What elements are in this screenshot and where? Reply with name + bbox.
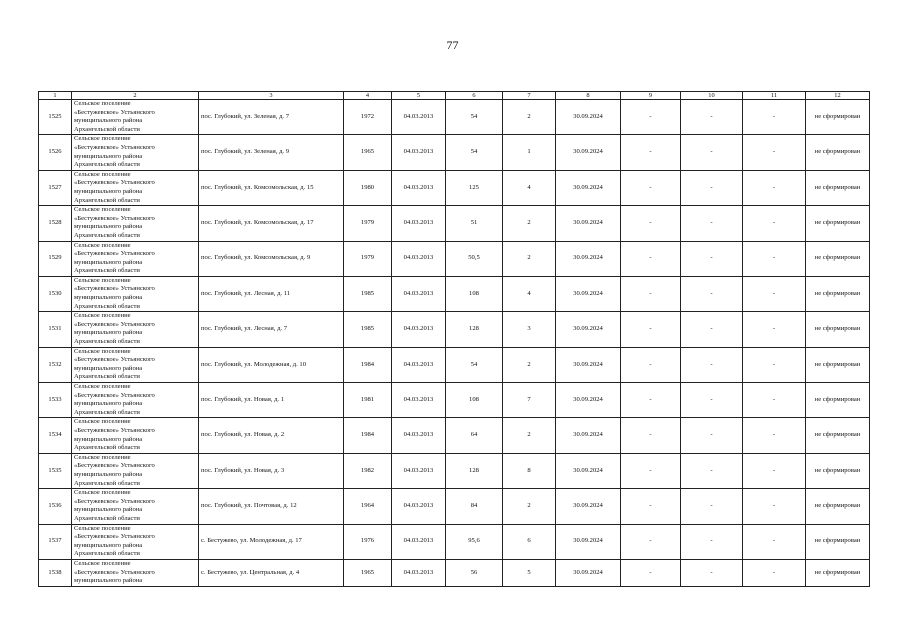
header-row bbox=[39, 92, 870, 100]
date-cell: 04.03.2013 bbox=[392, 383, 446, 418]
count-cell: 2 bbox=[503, 100, 556, 135]
count-cell: 4 bbox=[503, 170, 556, 205]
column-10-cell: - bbox=[681, 489, 743, 524]
deadline-cell: 30.09.2024 bbox=[556, 241, 621, 276]
year-cell: 1979 bbox=[344, 241, 392, 276]
column-9-cell: - bbox=[621, 453, 681, 488]
address-cell: пос. Глубокий, ул. Зеленая, д. 9 bbox=[199, 135, 344, 170]
address-cell: с. Бестужево, ул. Молодежная, д. 17 bbox=[199, 524, 344, 559]
column-9-cell: - bbox=[621, 312, 681, 347]
status-cell: не сформирован bbox=[806, 524, 870, 559]
year-cell: 1982 bbox=[344, 453, 392, 488]
column-10-cell: - bbox=[681, 347, 743, 382]
column-9-cell: - bbox=[621, 100, 681, 135]
area-cell: 108 bbox=[446, 383, 503, 418]
deadline-cell: 30.09.2024 bbox=[556, 418, 621, 453]
year-cell: 1985 bbox=[344, 276, 392, 311]
date-cell: 04.03.2013 bbox=[392, 100, 446, 135]
status-cell: не сформирован bbox=[806, 312, 870, 347]
column-10-cell: - bbox=[681, 418, 743, 453]
area-cell: 54 bbox=[446, 135, 503, 170]
deadline-cell: 30.09.2024 bbox=[556, 170, 621, 205]
deadline-cell: 30.09.2024 bbox=[556, 559, 621, 586]
address-cell: пос. Глубокий, ул. Комсомольская, д. 9 bbox=[199, 241, 344, 276]
municipality-line: муниципального района bbox=[74, 294, 143, 302]
column-header: 6 bbox=[446, 92, 503, 100]
area-cell: 51 bbox=[446, 206, 503, 241]
deadline-cell: 30.09.2024 bbox=[556, 100, 621, 135]
year-cell: 1965 bbox=[344, 559, 392, 586]
deadline-cell: 30.09.2024 bbox=[556, 135, 621, 170]
municipality-line: Архангельской области bbox=[74, 479, 140, 487]
column-10-cell: - bbox=[681, 170, 743, 205]
municipality-line: Архангельской области bbox=[74, 444, 140, 452]
date-cell: 04.03.2013 bbox=[392, 418, 446, 453]
column-11-cell: - bbox=[743, 206, 806, 241]
area-cell: 54 bbox=[446, 347, 503, 382]
deadline-cell: 30.09.2024 bbox=[556, 524, 621, 559]
municipality-line: «Бестужевское» Устьянского bbox=[74, 108, 155, 116]
row-number-cell: 1534 bbox=[39, 418, 72, 453]
municipality-cell bbox=[72, 489, 199, 524]
table-row bbox=[39, 347, 870, 382]
count-cell: 2 bbox=[503, 347, 556, 382]
table-row bbox=[39, 100, 870, 135]
municipality-line: «Бестужевское» Устьянского bbox=[74, 356, 155, 364]
status-cell: не сформирован bbox=[806, 100, 870, 135]
year-cell: 1981 bbox=[344, 383, 392, 418]
column-11-cell: - bbox=[743, 135, 806, 170]
municipality-line: муниципального района bbox=[74, 117, 143, 125]
column-header: 12 bbox=[806, 92, 870, 100]
municipality-line: «Бестужевское» Устьянского bbox=[74, 179, 155, 187]
table-row bbox=[39, 418, 870, 453]
table-body bbox=[39, 100, 870, 587]
deadline-cell: 30.09.2024 bbox=[556, 383, 621, 418]
column-11-cell: - bbox=[743, 170, 806, 205]
count-cell: 2 bbox=[503, 418, 556, 453]
status-cell: не сформирован bbox=[806, 170, 870, 205]
row-number-cell: 1537 bbox=[39, 524, 72, 559]
municipality-line: «Бестужевское» Устьянского bbox=[74, 568, 155, 576]
municipality-line: муниципального района bbox=[74, 223, 143, 231]
column-header: 4 bbox=[344, 92, 392, 100]
municipality-line: Архангельской области bbox=[74, 514, 140, 522]
column-11-cell: - bbox=[743, 453, 806, 488]
column-9-cell: - bbox=[621, 276, 681, 311]
municipality-line: «Бестужевское» Устьянского bbox=[74, 143, 155, 151]
status-cell: не сформирован bbox=[806, 383, 870, 418]
table-row bbox=[39, 276, 870, 311]
column-10-cell: - bbox=[681, 312, 743, 347]
date-cell: 04.03.2013 bbox=[392, 559, 446, 586]
row-number-cell: 1526 bbox=[39, 135, 72, 170]
municipality-line: Архангельской области bbox=[74, 408, 140, 416]
municipality-line: Архангельской области bbox=[74, 125, 140, 133]
row-number-cell: 1535 bbox=[39, 453, 72, 488]
address-cell: пос. Глубокий, ул. Новая, д. 1 bbox=[199, 383, 344, 418]
column-11-cell: - bbox=[743, 276, 806, 311]
municipality-line: «Бестужевское» Устьянского bbox=[74, 426, 155, 434]
municipality-line: муниципального района bbox=[74, 364, 143, 372]
row-number-cell: 1531 bbox=[39, 312, 72, 347]
year-cell: 1964 bbox=[344, 489, 392, 524]
municipality-line: муниципального района bbox=[74, 400, 143, 408]
date-cell: 04.03.2013 bbox=[392, 241, 446, 276]
address-cell: с. Бестужево, ул. Центральная, д. 4 bbox=[199, 559, 344, 586]
column-header: 7 bbox=[503, 92, 556, 100]
address-cell: пос. Глубокий, ул. Молодежная, д. 10 bbox=[199, 347, 344, 382]
area-cell: 125 bbox=[446, 170, 503, 205]
area-cell: 128 bbox=[446, 453, 503, 488]
municipality-line: Архангельской области bbox=[74, 231, 140, 239]
year-cell: 1976 bbox=[344, 524, 392, 559]
year-cell: 1965 bbox=[344, 135, 392, 170]
column-11-cell: - bbox=[743, 418, 806, 453]
column-header: 2 bbox=[72, 92, 199, 100]
date-cell: 04.03.2013 bbox=[392, 453, 446, 488]
count-cell: 1 bbox=[503, 135, 556, 170]
column-10-cell: - bbox=[681, 100, 743, 135]
municipality-line: «Бестужевское» Устьянского bbox=[74, 250, 155, 258]
column-11-cell: - bbox=[743, 383, 806, 418]
count-cell: 3 bbox=[503, 312, 556, 347]
municipality-line: муниципального района bbox=[74, 258, 143, 266]
address-cell: пос. Глубокий, ул. Комсомольская, д. 17 bbox=[199, 206, 344, 241]
column-header: 1 bbox=[39, 92, 72, 100]
municipality-line: Сельское поселение bbox=[74, 206, 131, 214]
column-header: 3 bbox=[199, 92, 344, 100]
table-row bbox=[39, 524, 870, 559]
date-cell: 04.03.2013 bbox=[392, 312, 446, 347]
municipality-line: Сельское поселение bbox=[74, 453, 131, 461]
address-cell: пос. Глубокий, ул. Лесная, д. 7 bbox=[199, 312, 344, 347]
municipality-line: муниципального района bbox=[74, 506, 143, 514]
municipality-line: Сельское поселение bbox=[74, 418, 131, 426]
count-cell: 6 bbox=[503, 524, 556, 559]
date-cell: 04.03.2013 bbox=[392, 276, 446, 311]
municipality-line: Сельское поселение bbox=[74, 135, 131, 143]
municipality-cell bbox=[72, 559, 199, 586]
municipality-line: «Бестужевское» Устьянского bbox=[74, 320, 155, 328]
column-9-cell: - bbox=[621, 135, 681, 170]
column-header: 5 bbox=[392, 92, 446, 100]
municipality-cell bbox=[72, 347, 199, 382]
date-cell: 04.03.2013 bbox=[392, 135, 446, 170]
count-cell: 2 bbox=[503, 241, 556, 276]
municipality-line: муниципального района bbox=[74, 435, 143, 443]
column-header: 8 bbox=[556, 92, 621, 100]
register-table bbox=[38, 91, 870, 587]
column-11-cell: - bbox=[743, 312, 806, 347]
municipality-line: муниципального района bbox=[74, 470, 143, 478]
municipality-line: Архангельской области bbox=[74, 338, 140, 346]
status-cell: не сформирован bbox=[806, 559, 870, 586]
municipality-line: Архангельской области bbox=[74, 373, 140, 381]
municipality-line: Сельское поселение bbox=[74, 489, 131, 497]
column-11-cell: - bbox=[743, 489, 806, 524]
column-11-cell: - bbox=[743, 100, 806, 135]
municipality-cell bbox=[72, 206, 199, 241]
municipality-line: Сельское поселение bbox=[74, 383, 131, 390]
municipality-line: Архангельской области bbox=[74, 267, 140, 275]
address-cell: пос. Глубокий, ул. Почтовая, д. 12 bbox=[199, 489, 344, 524]
count-cell: 5 bbox=[503, 559, 556, 586]
area-cell: 56 bbox=[446, 559, 503, 586]
deadline-cell: 30.09.2024 bbox=[556, 453, 621, 488]
municipality-cell bbox=[72, 383, 199, 418]
address-cell: пос. Глубокий, ул. Зеленая, д. 7 bbox=[199, 100, 344, 135]
status-cell: не сформирован bbox=[806, 489, 870, 524]
column-10-cell: - bbox=[681, 453, 743, 488]
column-11-cell: - bbox=[743, 559, 806, 586]
municipality-cell bbox=[72, 418, 199, 453]
date-cell: 04.03.2013 bbox=[392, 489, 446, 524]
row-number-cell: 1529 bbox=[39, 241, 72, 276]
table-row bbox=[39, 453, 870, 488]
deadline-cell: 30.09.2024 bbox=[556, 276, 621, 311]
municipality-line: Архангельской области bbox=[74, 161, 140, 169]
table-row bbox=[39, 383, 870, 418]
date-cell: 04.03.2013 bbox=[392, 524, 446, 559]
column-header: 9 bbox=[621, 92, 681, 100]
municipality-line: Сельское поселение bbox=[74, 241, 131, 249]
column-9-cell: - bbox=[621, 559, 681, 586]
municipality-cell bbox=[72, 170, 199, 205]
municipality-line: муниципального района bbox=[74, 152, 143, 160]
row-number-cell: 1530 bbox=[39, 276, 72, 311]
municipality-line: Архангельской области bbox=[74, 550, 140, 558]
column-10-cell: - bbox=[681, 276, 743, 311]
status-cell: не сформирован bbox=[806, 135, 870, 170]
column-9-cell: - bbox=[621, 489, 681, 524]
row-number-cell: 1536 bbox=[39, 489, 72, 524]
table-row bbox=[39, 241, 870, 276]
row-number-cell: 1538 bbox=[39, 559, 72, 586]
count-cell: 4 bbox=[503, 276, 556, 311]
year-cell: 1984 bbox=[344, 347, 392, 382]
column-9-cell: - bbox=[621, 241, 681, 276]
column-10-cell: - bbox=[681, 559, 743, 586]
deadline-cell: 30.09.2024 bbox=[556, 312, 621, 347]
deadline-cell: 30.09.2024 bbox=[556, 489, 621, 524]
table-row bbox=[39, 206, 870, 241]
count-cell: 7 bbox=[503, 383, 556, 418]
municipality-line: «Бестужевское» Устьянского bbox=[74, 497, 155, 505]
year-cell: 1979 bbox=[344, 206, 392, 241]
page-number: 77 bbox=[446, 38, 459, 52]
count-cell: 2 bbox=[503, 206, 556, 241]
municipality-cell bbox=[72, 453, 199, 488]
column-9-cell: - bbox=[621, 524, 681, 559]
area-cell: 84 bbox=[446, 489, 503, 524]
column-header: 11 bbox=[743, 92, 806, 100]
row-number-cell: 1528 bbox=[39, 206, 72, 241]
municipality-line: муниципального района bbox=[74, 187, 143, 195]
table-row bbox=[39, 312, 870, 347]
row-number-cell: 1533 bbox=[39, 383, 72, 418]
year-cell: 1985 bbox=[344, 312, 392, 347]
municipality-line: муниципального района bbox=[74, 577, 143, 585]
table-row bbox=[39, 559, 870, 586]
municipality-line: Сельское поселение bbox=[74, 170, 131, 178]
municipality-cell bbox=[72, 524, 199, 559]
column-10-cell: - bbox=[681, 524, 743, 559]
column-11-cell: - bbox=[743, 524, 806, 559]
count-cell: 8 bbox=[503, 453, 556, 488]
year-cell: 1972 bbox=[344, 100, 392, 135]
row-number-cell: 1525 bbox=[39, 100, 72, 135]
column-11-cell: - bbox=[743, 241, 806, 276]
column-9-cell: - bbox=[621, 170, 681, 205]
municipality-line: Сельское поселение bbox=[74, 559, 131, 567]
status-cell: не сформирован bbox=[806, 418, 870, 453]
row-number-cell: 1527 bbox=[39, 170, 72, 205]
status-cell: не сформирован bbox=[806, 347, 870, 382]
column-10-cell: - bbox=[681, 241, 743, 276]
column-11-cell: - bbox=[743, 347, 806, 382]
status-cell: не сформирован bbox=[806, 241, 870, 276]
municipality-line: муниципального района bbox=[74, 329, 143, 337]
date-cell: 04.03.2013 bbox=[392, 170, 446, 205]
deadline-cell: 30.09.2024 bbox=[556, 347, 621, 382]
address-cell: пос. Глубокий, ул. Новая, д. 3 bbox=[199, 453, 344, 488]
area-cell: 50,5 bbox=[446, 241, 503, 276]
date-cell: 04.03.2013 bbox=[392, 347, 446, 382]
column-9-cell: - bbox=[621, 206, 681, 241]
status-cell: не сформирован bbox=[806, 206, 870, 241]
municipality-line: Сельское поселение bbox=[74, 524, 131, 532]
municipality-line: «Бестужевское» Устьянского bbox=[74, 285, 155, 293]
municipality-line: «Бестужевское» Устьянского bbox=[74, 214, 155, 222]
table-row bbox=[39, 170, 870, 205]
column-10-cell: - bbox=[681, 383, 743, 418]
municipality-line: Архангельской области bbox=[74, 196, 140, 204]
municipality-line: «Бестужевское» Устьянского bbox=[74, 462, 155, 470]
area-cell: 128 bbox=[446, 312, 503, 347]
area-cell: 64 bbox=[446, 418, 503, 453]
municipality-cell bbox=[72, 100, 199, 135]
year-cell: 1984 bbox=[344, 418, 392, 453]
municipality-cell bbox=[72, 312, 199, 347]
column-10-cell: - bbox=[681, 135, 743, 170]
column-9-cell: - bbox=[621, 383, 681, 418]
municipality-cell bbox=[72, 135, 199, 170]
municipality-cell bbox=[72, 241, 199, 276]
column-10-cell: - bbox=[681, 206, 743, 241]
municipality-line: Сельское поселение bbox=[74, 100, 131, 107]
address-cell: пос. Глубокий, ул. Лесная, д. 11 bbox=[199, 276, 344, 311]
municipality-line: Сельское поселение bbox=[74, 276, 131, 284]
status-cell: не сформирован bbox=[806, 276, 870, 311]
area-cell: 54 bbox=[446, 100, 503, 135]
municipality-line: Архангельской области bbox=[74, 302, 140, 310]
municipality-line: Сельское поселение bbox=[74, 347, 131, 355]
table-row bbox=[39, 135, 870, 170]
area-cell: 95,6 bbox=[446, 524, 503, 559]
municipality-line: «Бестужевское» Устьянского bbox=[74, 391, 155, 399]
column-header: 10 bbox=[681, 92, 743, 100]
municipality-line: муниципального района bbox=[74, 541, 143, 549]
municipality-line: Сельское поселение bbox=[74, 312, 131, 320]
address-cell: пос. Глубокий, ул. Новая, д. 2 bbox=[199, 418, 344, 453]
table-row bbox=[39, 489, 870, 524]
column-9-cell: - bbox=[621, 347, 681, 382]
date-cell: 04.03.2013 bbox=[392, 206, 446, 241]
municipality-line: «Бестужевское» Устьянского bbox=[74, 533, 155, 541]
municipality-cell bbox=[72, 276, 199, 311]
address-cell: пос. Глубокий, ул. Комсомольская, д. 15 bbox=[199, 170, 344, 205]
year-cell: 1980 bbox=[344, 170, 392, 205]
deadline-cell: 30.09.2024 bbox=[556, 206, 621, 241]
area-cell: 108 bbox=[446, 276, 503, 311]
count-cell: 2 bbox=[503, 489, 556, 524]
column-9-cell: - bbox=[621, 418, 681, 453]
row-number-cell: 1532 bbox=[39, 347, 72, 382]
status-cell: не сформирован bbox=[806, 453, 870, 488]
